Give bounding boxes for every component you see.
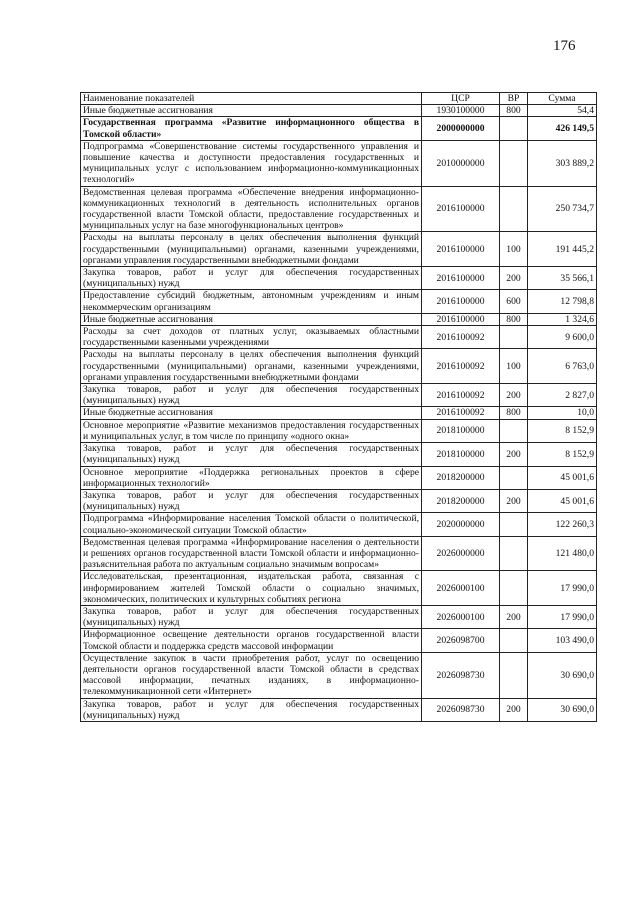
cell-sum: 2 827,0 [528, 384, 597, 407]
cell-vr: 200 [500, 489, 528, 512]
budget-table [80, 92, 597, 722]
cell-name: Закупка товаров, работ и услуг для обеспечения государственных (муниципальных) нужд [81, 489, 422, 512]
table-row [81, 326, 597, 349]
cell-csr: 2018100000 [422, 419, 500, 442]
cell-csr: 2010000000 [422, 140, 500, 186]
cell-sum: 8 152,9 [528, 419, 597, 442]
cell-name: Иные бюджетные ассигнования [81, 105, 422, 117]
cell-name: Информационное освещение деятельности органов государственной власти Томской области и поддержка средств массовой информации [81, 629, 422, 652]
table-row [81, 140, 597, 186]
page-number: 176 [553, 38, 576, 54]
table-row [81, 232, 597, 267]
cell-sum: 6 763,0 [528, 349, 597, 384]
cell-csr: 2026000100 [422, 571, 500, 606]
cell-csr: 2016100000 [422, 186, 500, 232]
cell-vr [500, 326, 528, 349]
cell-sum: 12 798,8 [528, 290, 597, 313]
cell-vr: 800 [500, 105, 528, 117]
budget-table-body [81, 93, 597, 722]
cell-sum: 45 001,6 [528, 466, 597, 489]
cell-vr [500, 629, 528, 652]
cell-vr: 200 [500, 384, 528, 407]
cell-vr: 600 [500, 290, 528, 313]
cell-sum: 10,0 [528, 407, 597, 419]
table-row [81, 290, 597, 313]
cell-csr: 2020000000 [422, 513, 500, 536]
cell-vr [500, 117, 528, 140]
cell-vr [500, 186, 528, 232]
header-name: Наименование показателей [81, 93, 422, 105]
cell-name: Исследовательская, презентационная, издательская работа, связанная с информированием жителей Томской области о социально значимых, экономических, политических и культурных событиях региона [81, 571, 422, 606]
cell-name: Расходы на выплаты персоналу в целях обеспечения выполнения функций государственными (муниципальными) органами, казенными учреждениями, органами управления государственными внебюджетными фондами [81, 349, 422, 384]
table-header-row [81, 93, 597, 105]
cell-sum: 303 889,2 [528, 140, 597, 186]
cell-vr [500, 652, 528, 698]
cell-sum: 45 001,6 [528, 489, 597, 512]
table-row [81, 536, 597, 571]
cell-vr: 800 [500, 313, 528, 325]
table-row [81, 407, 597, 419]
cell-csr: 2026000000 [422, 536, 500, 571]
table-row [81, 384, 597, 407]
cell-name: Основное мероприятие «Поддержка региональных проектов в сфере информационных технологий» [81, 466, 422, 489]
cell-vr: 200 [500, 443, 528, 466]
cell-vr: 200 [500, 267, 528, 290]
table-row [81, 117, 597, 140]
cell-name: Ведомственная целевая программа «Обеспечение внедрения информационно-коммуникационных технологий в деятельность исполнительных органов государственной власти Томской области, предоставление государственных и муниципальных услуг на базе многофункциональных центров» [81, 186, 422, 232]
cell-vr: 800 [500, 407, 528, 419]
header-sum: Сумма [528, 93, 597, 105]
cell-csr: 2026098730 [422, 652, 500, 698]
table-row [81, 513, 597, 536]
cell-vr [500, 466, 528, 489]
cell-name: Закупка товаров, работ и услуг для обеспечения государственных (муниципальных) нужд [81, 443, 422, 466]
cell-sum: 35 566,1 [528, 267, 597, 290]
cell-name: Государственная программа «Развитие информационного общества в Томской области» [81, 117, 422, 140]
cell-sum: 250 734,7 [528, 186, 597, 232]
cell-sum: 121 480,0 [528, 536, 597, 571]
cell-sum: 54,4 [528, 105, 597, 117]
cell-sum: 103 490,0 [528, 629, 597, 652]
cell-sum: 191 445,2 [528, 232, 597, 267]
header-vr: ВР [500, 93, 528, 105]
table-row [81, 489, 597, 512]
cell-csr: 2018200000 [422, 466, 500, 489]
cell-csr: 2018100000 [422, 443, 500, 466]
table-row [81, 105, 597, 117]
cell-sum: 426 149,5 [528, 117, 597, 140]
cell-csr: 2016100000 [422, 232, 500, 267]
cell-csr: 2016100092 [422, 349, 500, 384]
cell-sum: 17 990,0 [528, 571, 597, 606]
table-row [81, 313, 597, 325]
cell-name: Закупка товаров, работ и услуг для обеспечения государственных (муниципальных) нужд [81, 384, 422, 407]
cell-vr [500, 571, 528, 606]
cell-csr: 2016100092 [422, 326, 500, 349]
cell-csr: 2026098730 [422, 698, 500, 721]
table-row [81, 605, 597, 628]
table-row [81, 698, 597, 721]
cell-name: Расходы на выплаты персоналу в целях обеспечения выполнения функций государственными (муниципальными) органами, казенными учреждениями, органами управления государственными внебюджетными фондами [81, 232, 422, 267]
cell-vr [500, 536, 528, 571]
header-csr: ЦСР [422, 93, 500, 105]
cell-name: Закупка товаров, работ и услуг для обеспечения государственных (муниципальных) нужд [81, 605, 422, 628]
cell-csr: 2016100092 [422, 384, 500, 407]
table-row [81, 571, 597, 606]
cell-name: Иные бюджетные ассигнования [81, 407, 422, 419]
table-row [81, 349, 597, 384]
cell-name: Расходы за счет доходов от платных услуг, оказываемых областными государственными казенными учреждениями [81, 326, 422, 349]
cell-vr: 200 [500, 605, 528, 628]
cell-csr: 2016100000 [422, 267, 500, 290]
table-row [81, 443, 597, 466]
cell-name: Основное мероприятие «Развитие механизмов предоставления государственных и муниципальных услуг, в том числе по принципу «одного окна» [81, 419, 422, 442]
table-row [81, 267, 597, 290]
table-row [81, 186, 597, 232]
cell-csr: 2018200000 [422, 489, 500, 512]
cell-sum: 9 600,0 [528, 326, 597, 349]
cell-vr: 100 [500, 232, 528, 267]
cell-vr [500, 513, 528, 536]
cell-csr: 2026098700 [422, 629, 500, 652]
table-row [81, 652, 597, 698]
cell-csr: 2026000100 [422, 605, 500, 628]
table-row [81, 466, 597, 489]
cell-sum: 122 260,3 [528, 513, 597, 536]
cell-name: Предоставление субсидий бюджетным, автономным учреждениям и иным некоммерческим организациям [81, 290, 422, 313]
cell-name: Осуществление закупок в части приобретения работ, услуг по освещению деятельности органов государственной власти Томской области в средствах массовой информации, печатных изданиях, в информационно-телекоммуникационной сети «Интернет» [81, 652, 422, 698]
cell-name: Подпрограмма «Совершенствование системы государственного управления и повышение качества и доступности предоставления государственных и муниципальных услуг с использованием информационно-коммуникационных технологий» [81, 140, 422, 186]
cell-sum: 17 990,0 [528, 605, 597, 628]
cell-sum: 1 324,6 [528, 313, 597, 325]
table-row [81, 419, 597, 442]
cell-vr: 200 [500, 698, 528, 721]
cell-csr: 2016100000 [422, 290, 500, 313]
cell-csr: 1930100000 [422, 105, 500, 117]
cell-csr: 2016100092 [422, 407, 500, 419]
cell-name: Закупка товаров, работ и услуг для обеспечения государственных (муниципальных) нужд [81, 267, 422, 290]
cell-sum: 8 152,9 [528, 443, 597, 466]
table-row [81, 629, 597, 652]
cell-name: Ведомственная целевая программа «Информирование населения о деятельности и решениях органов государственной власти Томской области и информационно-разъяснительная работа по актуальным социально значимым вопросам» [81, 536, 422, 571]
cell-sum: 30 690,0 [528, 698, 597, 721]
cell-name: Подпрограмма «Информирование населения Томской области о политической, социально-экономической ситуации Томской области» [81, 513, 422, 536]
cell-sum: 30 690,0 [528, 652, 597, 698]
cell-csr: 2000000000 [422, 117, 500, 140]
cell-name: Закупка товаров, работ и услуг для обеспечения государственных (муниципальных) нужд [81, 698, 422, 721]
cell-vr [500, 140, 528, 186]
cell-vr: 100 [500, 349, 528, 384]
cell-vr [500, 419, 528, 442]
cell-name: Иные бюджетные ассигнования [81, 313, 422, 325]
cell-csr: 2016100000 [422, 313, 500, 325]
